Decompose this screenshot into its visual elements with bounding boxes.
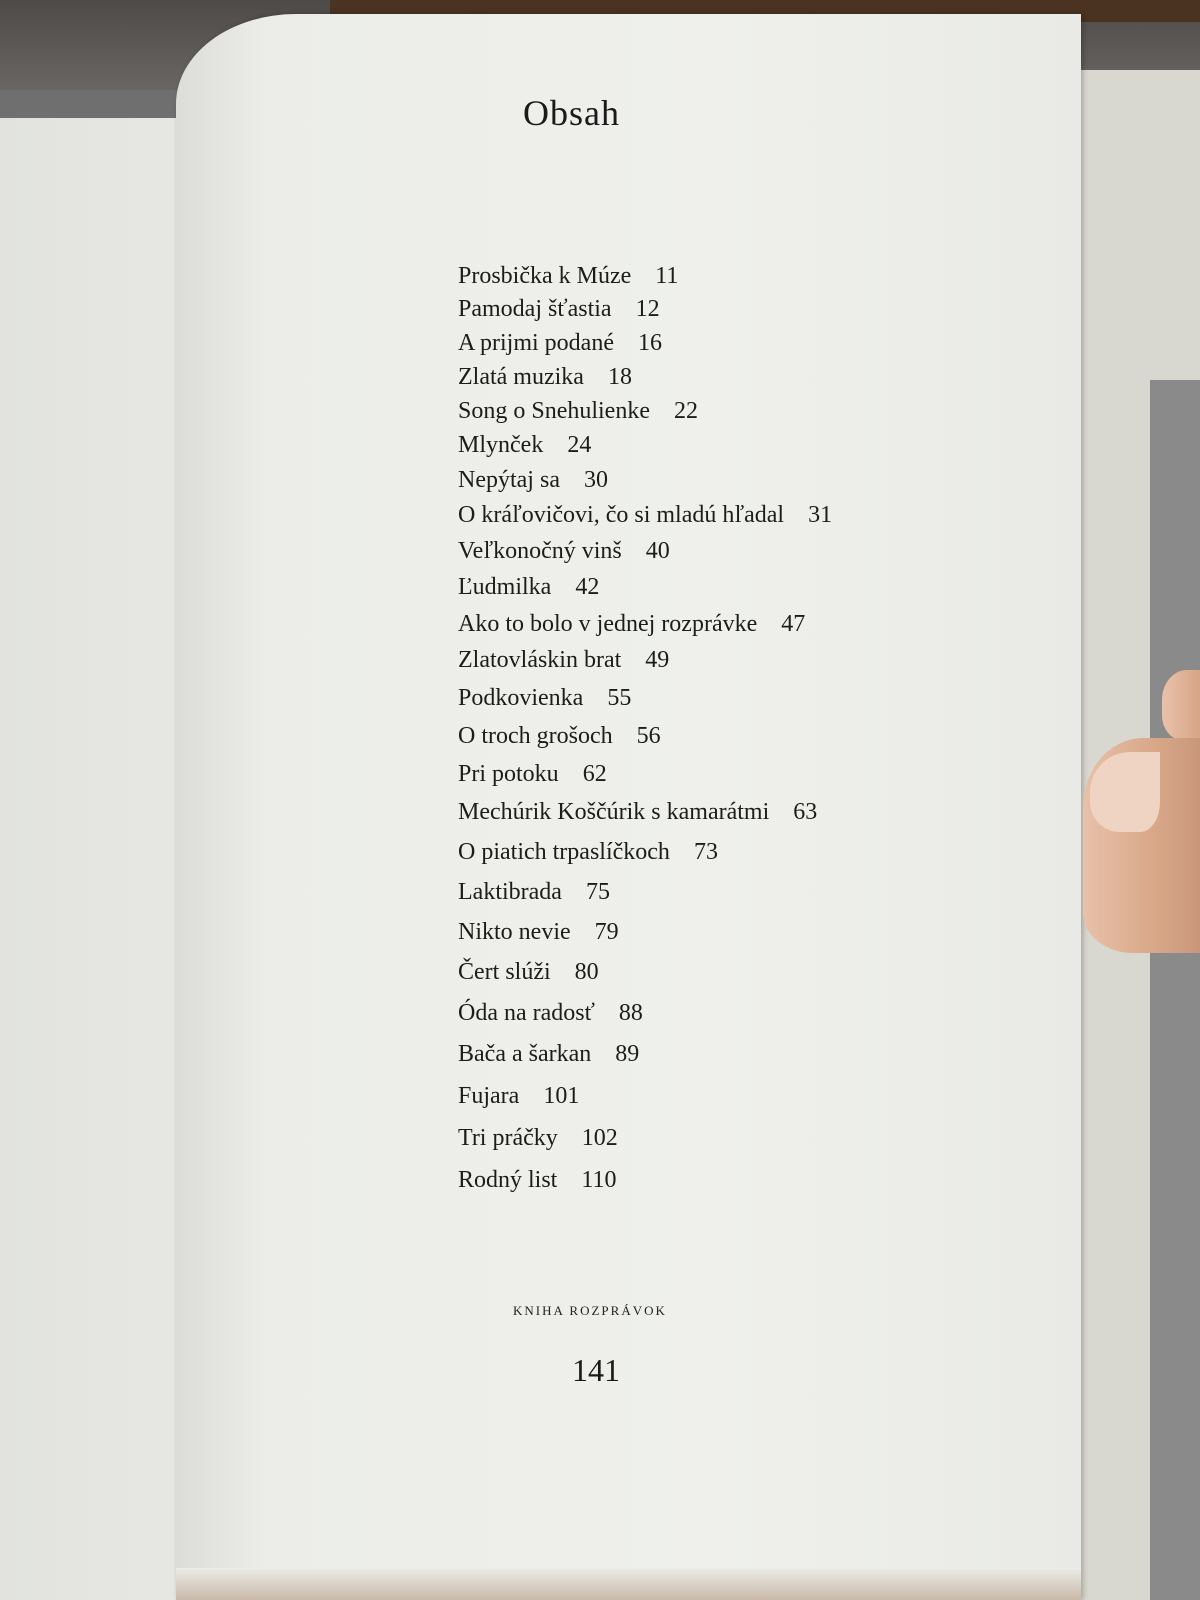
finger-shape xyxy=(1162,670,1200,740)
toc-entry-page: 16 xyxy=(637,330,662,356)
toc-entry-title: Mechúrik Koščúrik s kamarátmi xyxy=(458,799,770,825)
toc-entry-title: Zlatovláskin brat xyxy=(458,647,622,673)
toc-entry xyxy=(458,398,698,425)
toc-entry-page: 80 xyxy=(574,959,599,985)
toc-entry-title: O piatich trpaslíčkoch xyxy=(458,839,670,865)
toc-entry xyxy=(458,1000,643,1027)
toc-entry-title: A prijmi podané xyxy=(458,330,614,356)
toc-entry xyxy=(458,330,662,357)
toc-entry xyxy=(458,1083,579,1110)
toc-entry xyxy=(458,574,599,601)
toc-entry-page: 56 xyxy=(636,723,661,749)
page-number: 141 xyxy=(572,1352,620,1388)
toc-entry-page: 79 xyxy=(594,919,619,945)
toc-entry xyxy=(458,296,660,323)
toc-entry-page: 63 xyxy=(793,799,818,825)
toc-entry-title: Pri potoku xyxy=(458,761,559,787)
toc-entry-page: 62 xyxy=(582,761,607,787)
toc-entry-title: Zlatá muzika xyxy=(458,364,584,390)
toc-entry-page: 47 xyxy=(781,611,806,637)
thumbnail-shape xyxy=(1090,752,1160,832)
toc-entry-title: O kráľovičovi, čo si mladú hľadal xyxy=(458,502,785,528)
toc-entry-title: Podkovienka xyxy=(458,685,584,711)
toc-entry-title: Óda na radosť xyxy=(458,1000,595,1026)
toc-entry xyxy=(458,611,805,638)
toc-entry xyxy=(458,647,669,674)
toc-entry-title: Mlynček xyxy=(458,432,544,458)
toc-entry-page: 73 xyxy=(693,839,718,865)
toc-entry xyxy=(458,467,608,494)
toc-entry-page: 75 xyxy=(585,879,610,905)
toc-entry-title: O troch grošoch xyxy=(458,723,613,749)
toc-entry-page: 55 xyxy=(607,685,632,711)
toc-entry-page: 101 xyxy=(543,1083,580,1109)
toc-entry xyxy=(458,879,610,906)
toc-entry-title: Rodný list xyxy=(458,1167,558,1193)
toc-entry-title: Nikto nevie xyxy=(458,919,571,945)
toc-entry xyxy=(458,685,631,712)
toc-entry-page: 110 xyxy=(581,1167,617,1193)
toc-entry-page: 89 xyxy=(615,1041,640,1067)
toc-entry xyxy=(458,1041,639,1068)
toc-entry-title: Nepýtaj sa xyxy=(458,467,560,493)
toc-entry xyxy=(458,839,718,866)
toc-entry-page: 12 xyxy=(635,296,660,322)
toc-entry-page: 30 xyxy=(583,467,608,493)
toc-entry xyxy=(458,799,817,826)
toc-entry xyxy=(458,502,832,529)
toc-entry-page: 42 xyxy=(575,574,600,600)
toc-entry-page: 88 xyxy=(618,1000,643,1026)
page-title: Obsah xyxy=(523,93,620,133)
toc-entry xyxy=(458,761,607,788)
toc-entry xyxy=(458,263,678,290)
toc-entry-page: 31 xyxy=(808,502,833,528)
toc-entry-title: Tri práčky xyxy=(458,1125,558,1151)
toc-entry-title: Pamodaj šťastia xyxy=(458,296,612,322)
toc-entry-title: Bača a šarkan xyxy=(458,1041,592,1067)
toc-entry xyxy=(458,538,670,565)
toc-entry xyxy=(458,959,599,986)
toc-entry-title: Song o Snehulienke xyxy=(458,398,650,424)
toc-entry xyxy=(458,723,661,750)
toc-entry-title: Veľkonočný vinš xyxy=(458,538,622,564)
toc-entry-page: 18 xyxy=(607,364,632,390)
toc-entry-title: Fujara xyxy=(458,1083,520,1109)
series-name: KNIHA ROZPRÁVOK xyxy=(513,1303,667,1318)
toc-entry-page: 49 xyxy=(645,647,670,673)
toc-entry xyxy=(458,1167,616,1194)
toc-entry-title: Prosbička k Múze xyxy=(458,263,632,289)
page-bottom-edge xyxy=(176,1568,1081,1600)
toc-entry xyxy=(458,432,591,459)
toc-entry-title: Čert slúži xyxy=(458,959,551,985)
toc-entry-page: 22 xyxy=(674,398,698,424)
toc-entry-page: 11 xyxy=(655,263,679,289)
toc-entry xyxy=(458,364,632,391)
background-right xyxy=(1150,380,1200,1600)
toc-entry xyxy=(458,919,619,946)
toc-entry-page: 40 xyxy=(645,538,670,564)
toc-entry-title: Laktibrada xyxy=(458,879,562,905)
toc-entry-title: Ľudmilka xyxy=(458,574,552,600)
toc-entry-page: 24 xyxy=(567,432,592,458)
toc-entry-page: 102 xyxy=(581,1125,618,1151)
toc-entry-title: Ako to bolo v jednej rozprávke xyxy=(458,611,758,637)
toc-entry xyxy=(458,1125,618,1152)
